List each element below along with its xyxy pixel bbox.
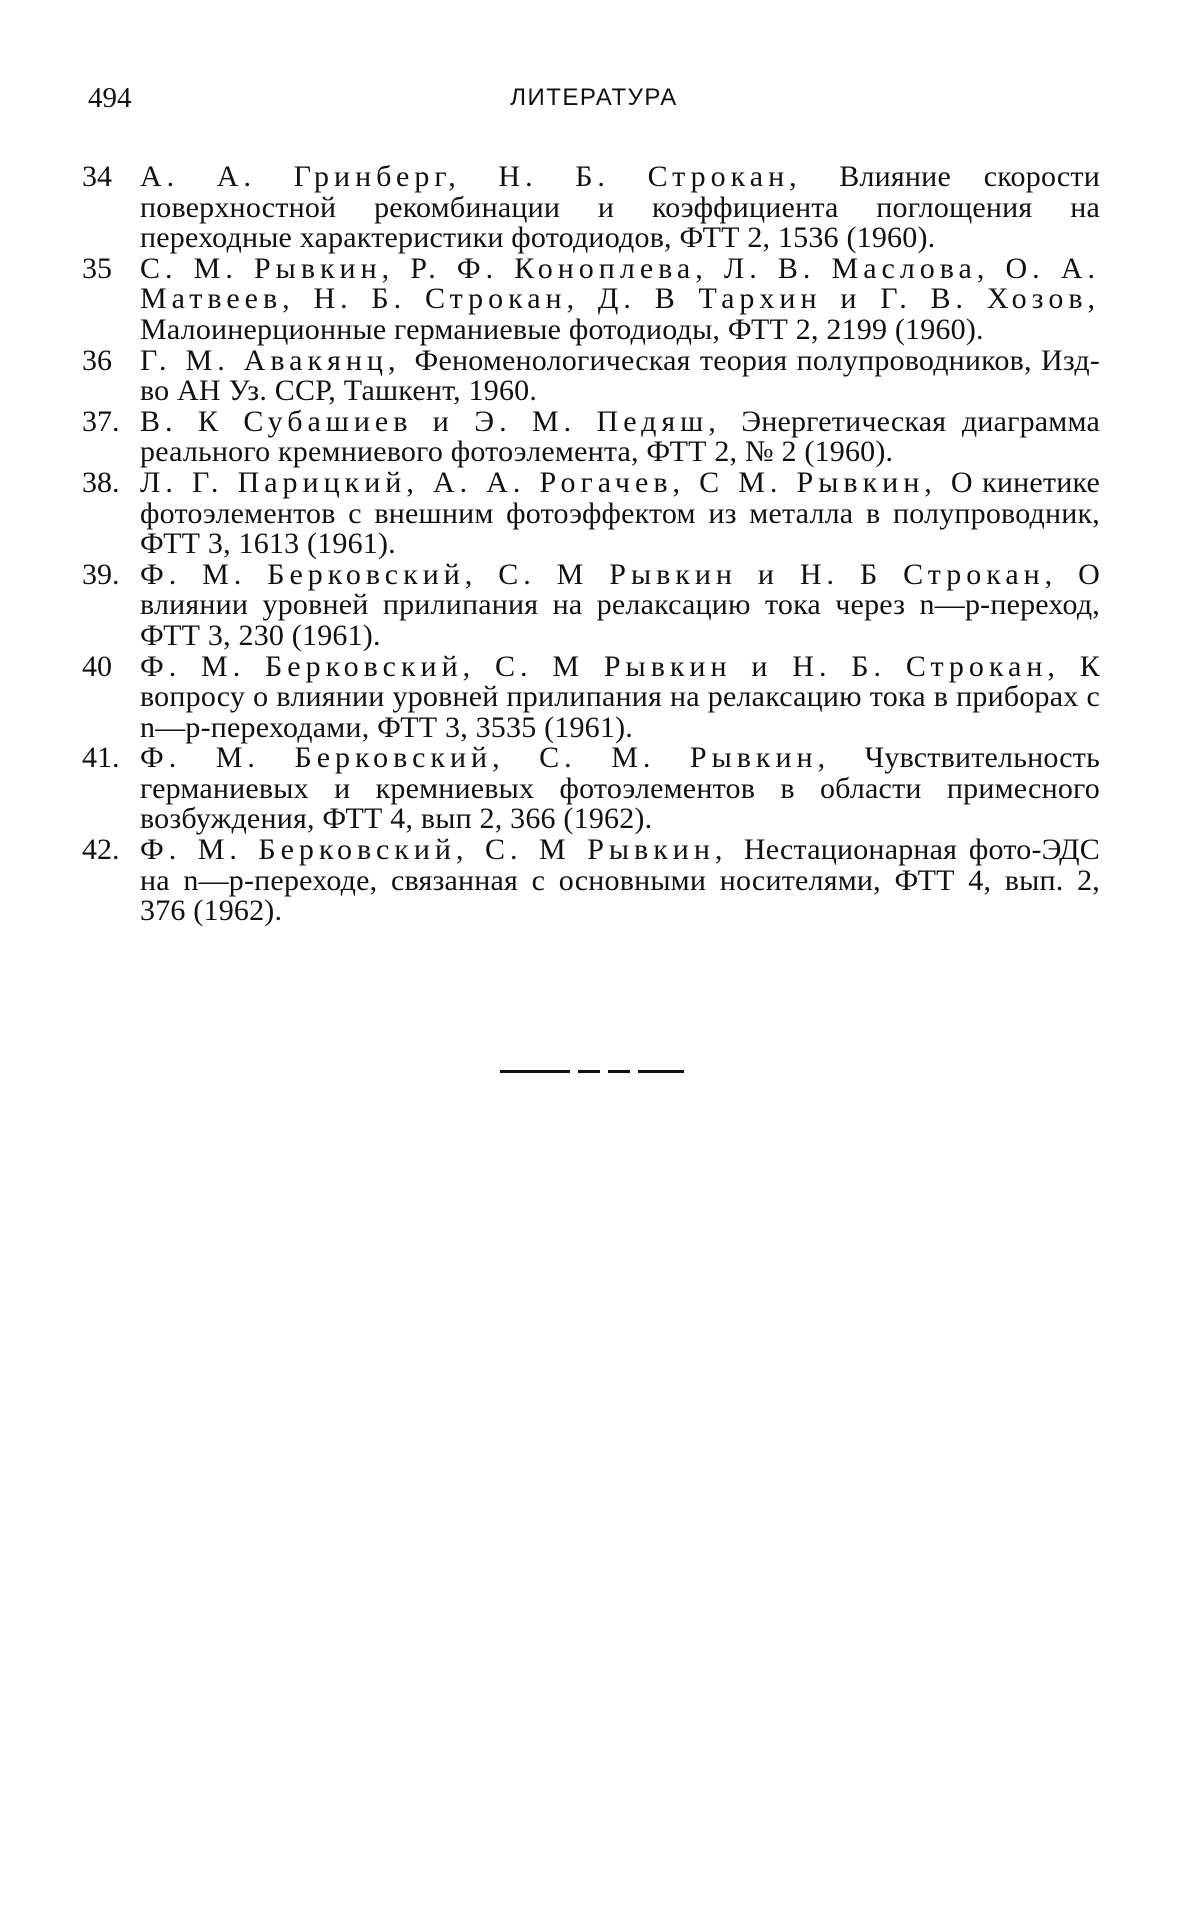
reference-item (82, 649, 1100, 744)
reference-number: 37. (82, 404, 120, 438)
reference-authors: Ф. М. Берковский, С. М. Рывкин, (140, 741, 865, 775)
reference-item (82, 162, 1100, 254)
reference-list (82, 162, 1100, 927)
reference-authors: В. К Субашиев и Э. М. Педяш, (140, 404, 742, 438)
section-title: ЛИТЕРАТУРА (510, 84, 678, 111)
reference-item (82, 251, 1100, 346)
reference-authors: С. М. Рывкин, Р. Ф. Коноплева, Л. В. Маслова, О. А. Матвеев, Н. Б. Строкан, Д. В Тархин и Г. В. Хозов, (140, 251, 1100, 316)
reference-item (82, 743, 1100, 835)
reference-item (82, 343, 1100, 408)
reference-number: 36 (82, 343, 112, 377)
reference-text: Нестационарная фото-ЭДС на n—p-переходе, связанная с основными носителями, ФТТ 4, вып. 2, 376 (1962). (140, 833, 1100, 928)
reference-text: О влиянии уровней прилипания на релаксацию тока через n—p-переход, ФТТ 3, 230 (1961). (140, 557, 1100, 652)
reference-item (82, 557, 1100, 652)
reference-authors: Л. Г. Парицкий, А. А. Рогачев, С М. Рывкин, (140, 465, 951, 499)
reference-number: 35 (82, 251, 112, 285)
page-number: 494 (88, 82, 132, 114)
reference-number: 42. (82, 833, 120, 867)
running-head (88, 80, 1100, 116)
reference-number: 40 (82, 649, 112, 683)
reference-text: Энергетическая диаграмма реального кремниевого фотоэлемента, ФТТ 2, № 2 (1960). (140, 404, 1100, 469)
reference-number: 38. (82, 465, 120, 499)
reference-item (82, 404, 1100, 469)
reference-number: 34 (82, 160, 112, 193)
reference-authors: Г. М. Авакянц, (140, 343, 415, 377)
reference-text: О кинетике фотоэлементов с внешним фотоэффектом из металла в полупроводник, ФТТ 3, 1613 (1961). (140, 465, 1100, 561)
reference-item (82, 465, 1100, 561)
reference-authors: А. А. Гринберг, Н. Б. Строкан, (140, 160, 840, 193)
reference-item (82, 835, 1100, 927)
reference-number: 41. (82, 741, 120, 775)
reference-text: К вопросу о влиянии уровней прилипания на релаксацию тока в приборах с n—p-переходами, ФТТ 3, 3535 (1961). (140, 649, 1100, 744)
reference-number: 39. (82, 557, 120, 591)
reference-authors: Ф. М. Берковский, С. М Рывкин и Н. Б Строкан, (140, 557, 1079, 591)
reference-text: Чувствительность германиевых и кремниевых фотоэлементов в области примесного возбуждения, ФТТ 4, вып 2, 366 (1962). (140, 741, 1100, 836)
reference-text: Малоинерционные германиевые фотодиоды, ФТТ 2, 2199 (1960). (140, 312, 984, 346)
reference-text: Влияние скорости поверхностной рекомбинации и коэффициента поглощения на переходные характеристики фотодиодов, ФТТ 2, 1536 (1960). (140, 160, 1100, 255)
reference-authors: Ф. М. Берковский, С. М Рывкин, (140, 833, 744, 867)
end-ornament (500, 1068, 690, 1076)
reference-text: Феноменологическая теория полупроводников, Изд-во АН Уз. ССР, Ташкент, 1960. (140, 343, 1100, 408)
reference-authors: Ф. М. Берковский, С. М Рывкин и Н. Б. Строкан, (140, 649, 1080, 683)
